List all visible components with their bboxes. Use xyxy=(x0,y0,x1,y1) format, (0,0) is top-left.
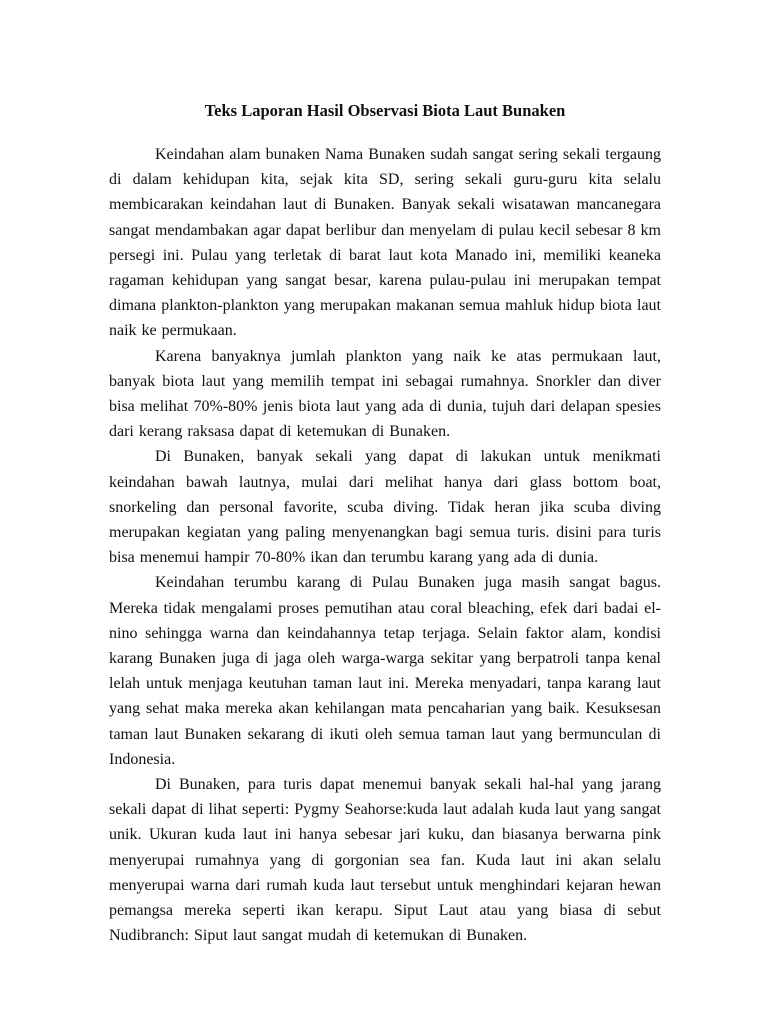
paragraph: Di Bunaken, banyak sekali yang dapat di lakukan untuk menikmati keindahan bawah lautnya, mulai dari melihat hanya dari glass bottom boat, snorkeling dan personal favorite, scuba diving. Tidak heran jika scuba diving merupakan kegiatan yang paling menyenangkan bagi semua turis. disini para turis bisa menemui hampir 70-80% ikan dan terumbu karang yang ada di dunia. xyxy=(109,448,661,567)
paragraph: Keindahan terumbu karang di Pulau Bunaken juga masih sangat bagus. Mereka tidak mengalami proses pemutihan atau coral bleaching, efek dari badai el-nino sehingga warna dan keindahannya tetap terjaga. Selain faktor alam, kondisi karang Bunaken juga di jaga oleh warga-warga sekitar yang berpatroli tanpa kenal lelah untuk menjaga keutuhan taman laut ini. Mereka menyadari, tanpa karang laut yang sehat maka mereka akan kehilangan mata pencaharian yang baik. Kesuksesan taman laut Bunaken sekarang di ikuti oleh semua taman laut yang bermunculan di Indonesia. xyxy=(109,574,661,768)
page-title: Teks Laporan Hasil Observasi Biota Laut Bunaken xyxy=(204,101,566,120)
paragraph: Di Bunaken, para turis dapat menemui banyak sekali hal-hal yang jarang sekali dapat di lihat seperti: Pygmy Seahorse:kuda laut adalah kuda laut yang sangat unik. Ukuran kuda laut ini hanya sebesar jari kuku, dan biasanya berwarna pink menyerupai rumahnya yang di gorgonian sea fan. Kuda laut ini akan selalu menyerupai warna dari rumah kuda laut tersebut untuk menghindari kejaran hewan pemangsa mereka seperti ikan kerapu. Siput Laut atau yang biasa di sebut Nudibranch: Siput laut sangat mudah di ketemukan di Bunaken. xyxy=(109,776,661,945)
paragraph: Karena banyaknya jumlah plankton yang naik ke atas permukaan laut, banyak biota laut yang memilih tempat ini sebagai rumahnya. Snorkler dan diver bisa melihat 70%-80% jenis biota laut yang ada di dunia, tujuh dari delapan spesies dari kerang raksasa dapat di ketemukan di Bunaken. xyxy=(109,347,661,441)
document-content xyxy=(109,100,661,949)
paragraph: Keindahan alam bunaken Nama Bunaken sudah sangat sering sekali tergaung di dalam kehidupan kita, sejak kita SD, sering sekali guru-guru kita selalu membicarakan keindahan laut di Bunaken. Banyak sekali wisatawan mancanegara sangat mendambakan agar dapat berlibur dan menyelam di pulau kecil sebesar 8 km persegi ini. Pulau yang terletak di barat laut kota Manado ini, memiliki keaneka ragaman kehidupan yang sangat besar, karena pulau-pulau ini merupakan tempat dimana plankton-plankton yang merupakan makanan semua mahluk hidup biota laut naik ke permukaan. xyxy=(109,146,661,340)
